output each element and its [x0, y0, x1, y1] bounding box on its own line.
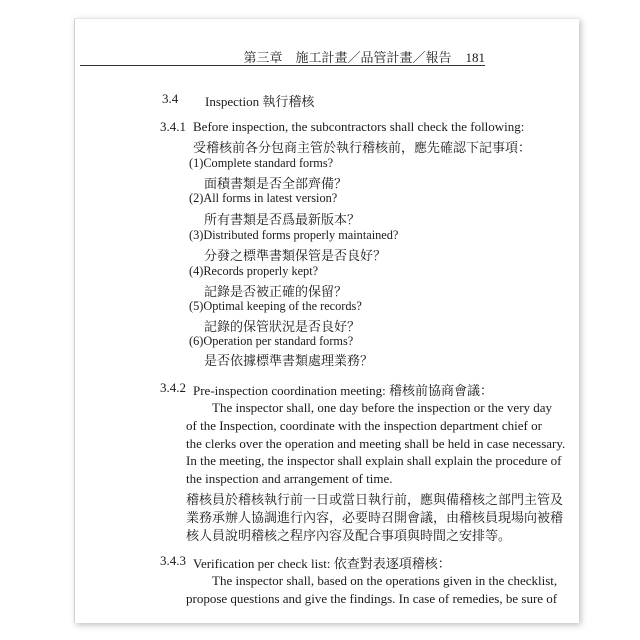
- paragraph-line: The inspector shall, one day before the inspection or the very day: [212, 400, 553, 415]
- checklist-item-en: (2)All forms in latest version?: [189, 191, 338, 205]
- paragraph-line: of the Inspection, coordinate with the inspection department chief or: [186, 418, 542, 433]
- section-title: Inspection 執行稽核: [205, 94, 315, 109]
- checklist-item-en: (4)Records properly kept?: [189, 264, 319, 278]
- chapter-title: 第三章 施工計畫／品管計畫／報告: [243, 50, 452, 65]
- checklist-item-en: (6)Operation per standard forms?: [189, 334, 354, 348]
- running-header: [80, 47, 485, 66]
- subsection-number-3-4-3: 3.4.3: [160, 553, 186, 568]
- paragraph-line: In the meeting, the inspector shall explain shall explain the procedure of: [186, 453, 562, 468]
- subsection-title-3-4-3: Verification per check list: 依查對表逐項稽核：: [193, 556, 451, 571]
- paragraph-line: propose questions and give the findings. In case of remedies, be sure of: [186, 591, 558, 606]
- section-number: 3.4: [162, 91, 179, 106]
- subsection-intro-en: Before inspection, the subcontractors shall check the following:: [193, 119, 525, 134]
- subsection-title-3-4-2: Pre-inspection coordination meeting: 稽核前協商會議：: [193, 383, 494, 398]
- checklist-item-zh: 是否依據標準書類處理業務？: [204, 353, 374, 368]
- checklist-item-zh: 記錄的保管狀況是否良好？: [204, 319, 361, 334]
- header-rule: [80, 65, 485, 66]
- paragraph-line: 稽核員於稽核執行前一日或當日執行前，應與備稽核之部門主管及: [186, 492, 564, 507]
- paragraph-line: 核人員說明稽核之程序內容及配合事項與時間之安排等。: [186, 528, 512, 543]
- subsection-intro-zh: 受稽核前各分包商主管於執行稽核前，應先確認下記事項：: [193, 140, 532, 155]
- subsection-number-3-4-1: 3.4.1: [160, 119, 186, 134]
- checklist-item-en: (3)Distributed forms properly maintained?: [189, 228, 399, 242]
- page-number: 181: [465, 50, 485, 65]
- checklist-item-zh: 所有書類是否爲最新版本？: [204, 212, 361, 227]
- paragraph-line: the clerks over the operation and meeting shall be held in case necessary.: [186, 436, 566, 451]
- checklist-item-en: (5)Optimal keeping of the records?: [189, 299, 362, 313]
- subsection-number-3-4-2: 3.4.2: [160, 380, 186, 395]
- checklist-item-zh: 分發之標準書類保管是否良好？: [204, 248, 387, 263]
- checklist-item-zh: 記錄是否被正確的保留？: [204, 284, 348, 299]
- checklist-item-en: (1)Complete standard forms?: [189, 156, 334, 170]
- paragraph-line: 業務承辦人協調進行內容，必要時召開會議，由稽核員現場向被稽: [186, 510, 564, 525]
- paragraph-line: The inspector shall, based on the operations given in the checklist,: [212, 573, 558, 588]
- checklist-item-zh: 面積書類是否全部齊備？: [204, 176, 348, 191]
- paragraph-line: the inspection and arrangement of time.: [186, 471, 393, 486]
